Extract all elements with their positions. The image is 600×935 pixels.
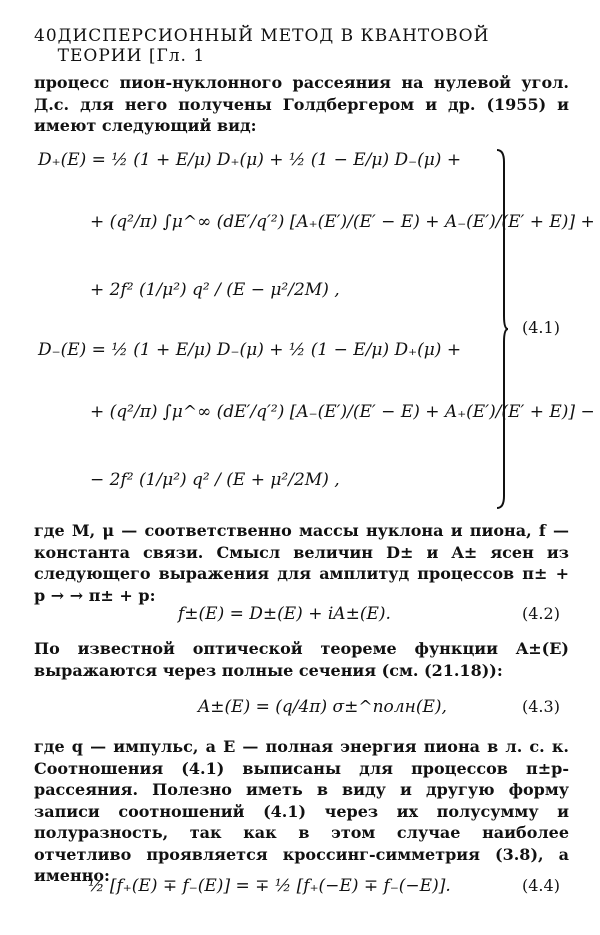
equation-line-5: + (q²/π) ∫μ^∞ (dE′/q′²) [A₋(E′)/(E′ − E) + A₊(E′)/(E′ + E)] − (90, 402, 595, 422)
equation-number-4-2: (4.2) (522, 604, 560, 623)
equation-line-1: D₊(E) = ½ (1 + E/μ) D₊(μ) + ½ (1 − E/μ) D₋(μ) + (38, 150, 462, 170)
equation-line-6: − 2f² (1/μ²) q² / (E + μ²/2M) , (90, 470, 340, 490)
equation-number-4-1: (4.1) (522, 318, 560, 337)
equation-line-2: + (q²/π) ∫μ^∞ (dE′/q′²) [A₊(E′)/(E′ − E) + A₋(E′)/(E′ + E)] + (90, 212, 595, 232)
right-brace (495, 148, 509, 510)
running-title: ДИСПЕРСИОННЫЙ МЕТОД В КВАНТОВОЙ ТЕОРИИ [Гл. 1 (57, 26, 490, 66)
equation-4-3: A±(E) = (q/4π) σ±^полн(E), (198, 697, 447, 717)
page-number: 40 (34, 26, 58, 46)
after-paragraph: где q — импульс, а E — полная энергия пиона в л. с. к. Соотношения (4.1) выписаны для процессов π±p-рассеяния. Полезно иметь в виду и другую форму записи соотношений (4.1) через их полусумму и полуразность, так как в этом случае наиболее отчетливо проявляется кроссинг-симметрия (3.8), а именно: (34, 737, 569, 885)
equation-4-2: f±(E) = D±(E) + iA±(E). (178, 604, 391, 624)
optical-theorem-paragraph: По известной оптической теореме функции A±(E) выражаются через полные сечения (см. (21.18)): (34, 639, 569, 680)
equation-line-4: D₋(E) = ½ (1 + E/μ) D₋(μ) + ½ (1 − E/μ) D₊(μ) + (38, 340, 462, 360)
equation-line-3: + 2f² (1/μ²) q² / (E − μ²/2M) , (90, 280, 340, 300)
page-header (34, 26, 569, 66)
equation-4-4: ½ [f₊(E) ∓ f₋(E)] = ∓ ½ [f₊(−E) ∓ f₋(−E)]. (88, 876, 451, 896)
equation-number-4-3: (4.3) (522, 697, 560, 716)
intro-paragraph: процесс пион-нуклонного рассеяния на нулевой угол. Д.с. для него получены Голдбергером и др. (1955) и имеют следующий вид: (34, 73, 569, 135)
equation-number-4-4: (4.4) (522, 876, 560, 895)
masses-paragraph: где M, μ — соответственно массы нуклона и пиона, f — константа связи. Смысл величин D± и A± ясен из следующего выражения для амплитуд процессов π± + p → → π± + p: (34, 521, 569, 605)
